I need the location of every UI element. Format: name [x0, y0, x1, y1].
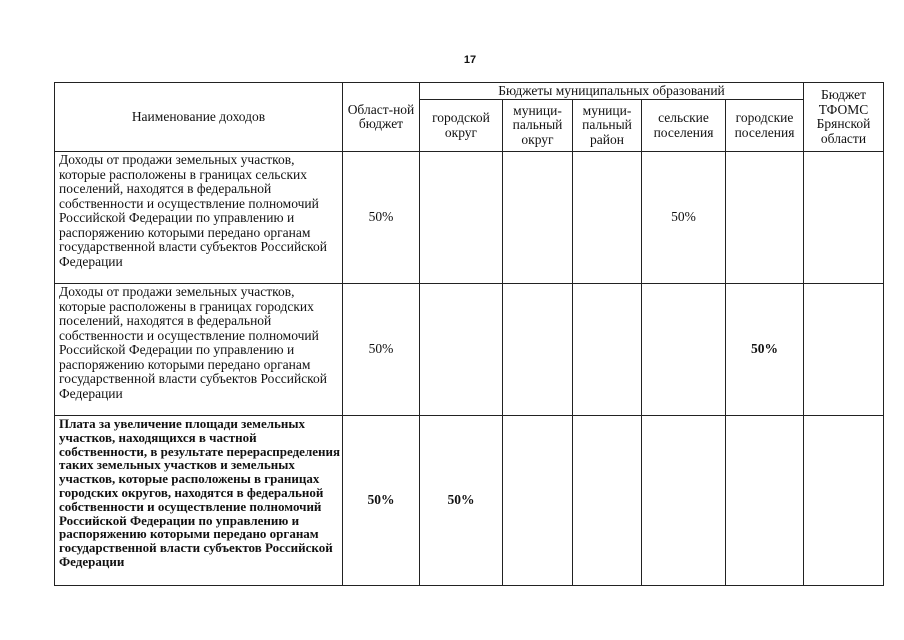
municipal-district-share [503, 416, 573, 586]
table-row [55, 152, 884, 284]
city-district-share: 50% [420, 416, 503, 586]
city-district-share [420, 152, 503, 284]
income-name: Доходы от продажи земельных участков, которые расположены в границах сельских поселений, находятся в федеральной собственности и осуществление полномочий Российской Федерации по управлению и распоряжению которыми передано органам государственной власти субъектов Российской Федерации [55, 152, 343, 284]
header-tfoms-budget: Бюджет ТФОМС Брянской области [804, 83, 884, 152]
municipal-area-share [573, 152, 642, 284]
header-city-district: городской округ [420, 100, 503, 152]
header-urban-settlements: городские поселения [726, 100, 804, 152]
header-oblast-budget: Област-ной бюджет [343, 83, 420, 152]
table-row [55, 284, 884, 416]
page-number: 17 [463, 54, 477, 66]
income-name: Плата за увеличение площади земельных участков, находящихся в частной собственности, в результате перераспределения таких земельных участков и земельных участков, которые расположены в границах городских округов, находятся в федеральной собственности и осуществление полномочий Российской Федерации по управлению и распоряжению которыми передано органам государственной власти субъектов Российской Федерации [55, 416, 343, 586]
header-income-name: Наименование доходов [55, 83, 343, 152]
rural-settlements-share [642, 284, 726, 416]
municipal-district-share [503, 152, 573, 284]
revenue-distribution-table [54, 82, 884, 586]
oblast-share: 50% [343, 284, 420, 416]
header-row-1 [55, 83, 884, 100]
oblast-share: 50% [343, 416, 420, 586]
tfoms-share [804, 152, 884, 284]
municipal-area-share [573, 284, 642, 416]
header-municipal-budgets: Бюджеты муниципальных образований [420, 83, 804, 100]
header-municipal-area: муници-пальный район [573, 100, 642, 152]
income-name: Доходы от продажи земельных участков, которые расположены в границах городских поселений, находятся в федеральной собственности и осуществление полномочий Российской Федерации по управлению и распоряжению которыми передано органам государственной власти субъектов Российской Федерации [55, 284, 343, 416]
rural-settlements-share: 50% [642, 152, 726, 284]
tfoms-share [804, 284, 884, 416]
table-row [55, 416, 884, 586]
rural-settlements-share [642, 416, 726, 586]
header-municipal-district: муници-пальный округ [503, 100, 573, 152]
urban-settlements-share: 50% [726, 284, 804, 416]
urban-settlements-share [726, 416, 804, 586]
oblast-share: 50% [343, 152, 420, 284]
tfoms-share [804, 416, 884, 586]
city-district-share [420, 284, 503, 416]
municipal-district-share [503, 284, 573, 416]
header-rural-settlements: сельские поселения [642, 100, 726, 152]
municipal-area-share [573, 416, 642, 586]
urban-settlements-share [726, 152, 804, 284]
